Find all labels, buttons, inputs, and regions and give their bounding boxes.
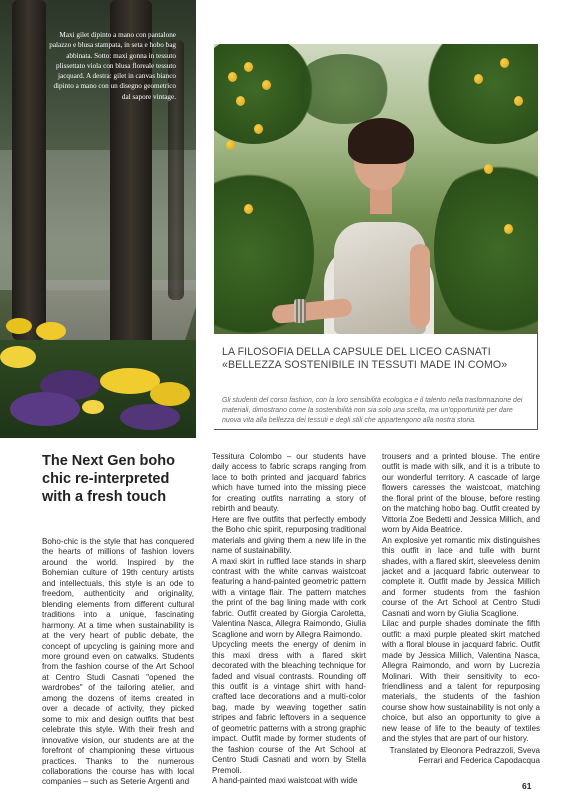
tree-trunk — [12, 0, 46, 340]
lemon — [504, 224, 513, 234]
bracelet — [294, 299, 306, 323]
purple-flowers — [120, 404, 180, 430]
yellow-flowers — [6, 318, 32, 334]
foliage — [294, 54, 394, 124]
lemon — [226, 140, 235, 150]
purple-flowers — [10, 392, 80, 426]
lemon — [514, 96, 523, 106]
paragraph: Lilac and purple shades dominate the fifth outfit: a maxi purple pleated skirt matched with a floral blouse in jacquard fabric. Outfit made by Jessica Millich, Valentina Nasca, Allegra Raimondo, and worn by Lucrezia Molinari. With their sensitivity to eco-friendliness and a talent for repurposing materials, the students of the fashion course show how sustainability is not only a choice, but also an opportunity to give a new lease of life to the beauty of textiles and the styles that are part of our history. — [382, 619, 540, 744]
paragraph: Here are five outfits that perfectly embody the Boho chic spirit, repurposing traditional materials and giving them a new life in the name of sustainability. — [212, 514, 366, 556]
photo-caption: Maxi gilet dipinto a mano con pantalone palazzo e blusa stampata, in seta e hobo bag abbinata. Sotto: maxi gonna in tessuto plissettato viola con blusa floreale tessuto jacquard. A destra: gilet in canvas bianco dipinto a mano con un disegno geometrico dal sapore vintage. — [49, 31, 176, 101]
model-arm — [410, 244, 430, 328]
article-headline: The Next Gen boho chic re-interpreted with a fresh touch — [42, 453, 175, 505]
yellow-flowers — [150, 382, 190, 406]
paragraph: Tessitura Colombo – our students have daily access to fabric scraps ranging from lace to both printed and jacquard fabrics which have turned into the missing piece for creating outfits narrating a story of rebirth and beauty. — [212, 452, 366, 514]
paragraph: trousers and a printed blouse. The entire outfit is made with silk, and it is a tribute to our wonderful territory. A cascade of large flowers caresses the waistcoat, matching the floral print of the blouse, before resting on the matching hobo bag. Outfit created by Vittoria Zoe Bedetti and Jessica Millich, and worn by Aida Beatrice. — [382, 452, 540, 535]
yellow-flowers — [82, 400, 104, 414]
paragraph: An explosive yet romantic mix distinguishes this outfit in lace and tulle with burnt shades, with a flared skirt, sleeveless denim jacket and a jacquard fabric outerwear to complete it. Outfit made by Jessica Millich and former students from the fashion course of the Art School at Centro Studi Casnati and worn by Giulia Scaglione. — [382, 535, 540, 618]
feature-box — [214, 334, 538, 430]
feature-title-line: LA FILOSOFIA DELLA CAPSULE DEL LICEO CASNATI — [222, 346, 491, 358]
paragraph: Boho-chic is the style that has conquered the hearts of millions of fashion lovers around the world. Inspired by the Bohemian culture of 19th century artists and intellectuals, this style is an ode to freedom, authenticity and originality, blending elements from different cultural traditions into a unique, fascinating harmony. At a time when sustainability is at the very heart of public debate, the concept of upcycling is gaining more and more ground even on catwalks. Students from the fashion course of the Art School at Centro Studi Casnati "opened the wardrobes" of the tailoring atelier, and among the dozens of items created in over a decade of activity, they picked some to mix and design outfits that best celebrate this style. With their fresh and innovative vision, our students are at the forefront of championing these virtuous practices. Thanks to the numerous collaborations the course has with local companies – such as Seterie Argenti and — [42, 537, 194, 787]
lemon — [484, 164, 493, 174]
credits-line: Translated by Eleonora Pedrazzoli, Sveva — [389, 745, 540, 755]
lemon — [500, 58, 509, 68]
article-column-3 — [382, 452, 540, 767]
model-hair — [348, 118, 414, 164]
translation-credits — [382, 746, 540, 767]
lemon — [244, 62, 253, 72]
article-column-1 — [42, 537, 194, 788]
article-column-2 — [212, 452, 366, 787]
paragraph: A hand-painted maxi waistcoat with wide — [212, 776, 358, 786]
page-number: 61 — [522, 781, 532, 791]
yellow-flowers — [0, 346, 36, 368]
foliage — [434, 154, 538, 334]
lemon — [474, 74, 483, 84]
paragraph: Upcycling meets the energy of denim in this maxi dress with a flared skirt decorated with the bleaching technique for faded and visual contrasts. Rounding off this outfit is a vintage shirt with hand-crafted lace decorations and a multi-color bag, made by weaving together satin stripes and fabric leftovers in a sequence of geometric patterns with a strong graphic impact. Outfit made by former students of the fashion course of the Art School at Centro Studi Casnati and worn by Stella Premoli. — [212, 640, 366, 775]
lemon — [228, 72, 237, 82]
foliage — [424, 44, 538, 144]
yellow-flowers — [36, 322, 66, 340]
feature-title-line: «BELLEZZA SOSTENIBILE IN TESSUTI MADE IN COMO» — [222, 359, 508, 372]
lemon — [244, 204, 253, 214]
photo-model — [214, 44, 538, 334]
feature-subtitle: Gli studenti del corso fashion, con la loro sensibilità ecologica e il talento nella trasformazione dei materiali, dimostrano come la sostenibilità non sia solo una scelta, ma un'opportunità per dare nuova vita alla bellezza dei tessuti e degli stili che appartengono alla nostra storia. — [222, 397, 523, 424]
lemon — [254, 124, 263, 134]
paragraph: A maxi skirt in ruffled lace stands in sharp contrast with the white canvas waistcoat featuring a hand-painted geometric pattern with a vintage flair. The pattern matches the print of the bag lining made with cork fabric. Outfit created by Giorgia Caroletta, Valentina Nasca, Allegra Raimondo, Giulia Scaglione and worn by Allegra Raimondo. — [212, 556, 366, 639]
lemon — [236, 96, 245, 106]
photo-park — [0, 0, 196, 438]
feature-title — [222, 346, 528, 373]
credits-line: Ferrari and Federica Capodacqua — [418, 756, 540, 766]
lemon — [262, 80, 271, 90]
